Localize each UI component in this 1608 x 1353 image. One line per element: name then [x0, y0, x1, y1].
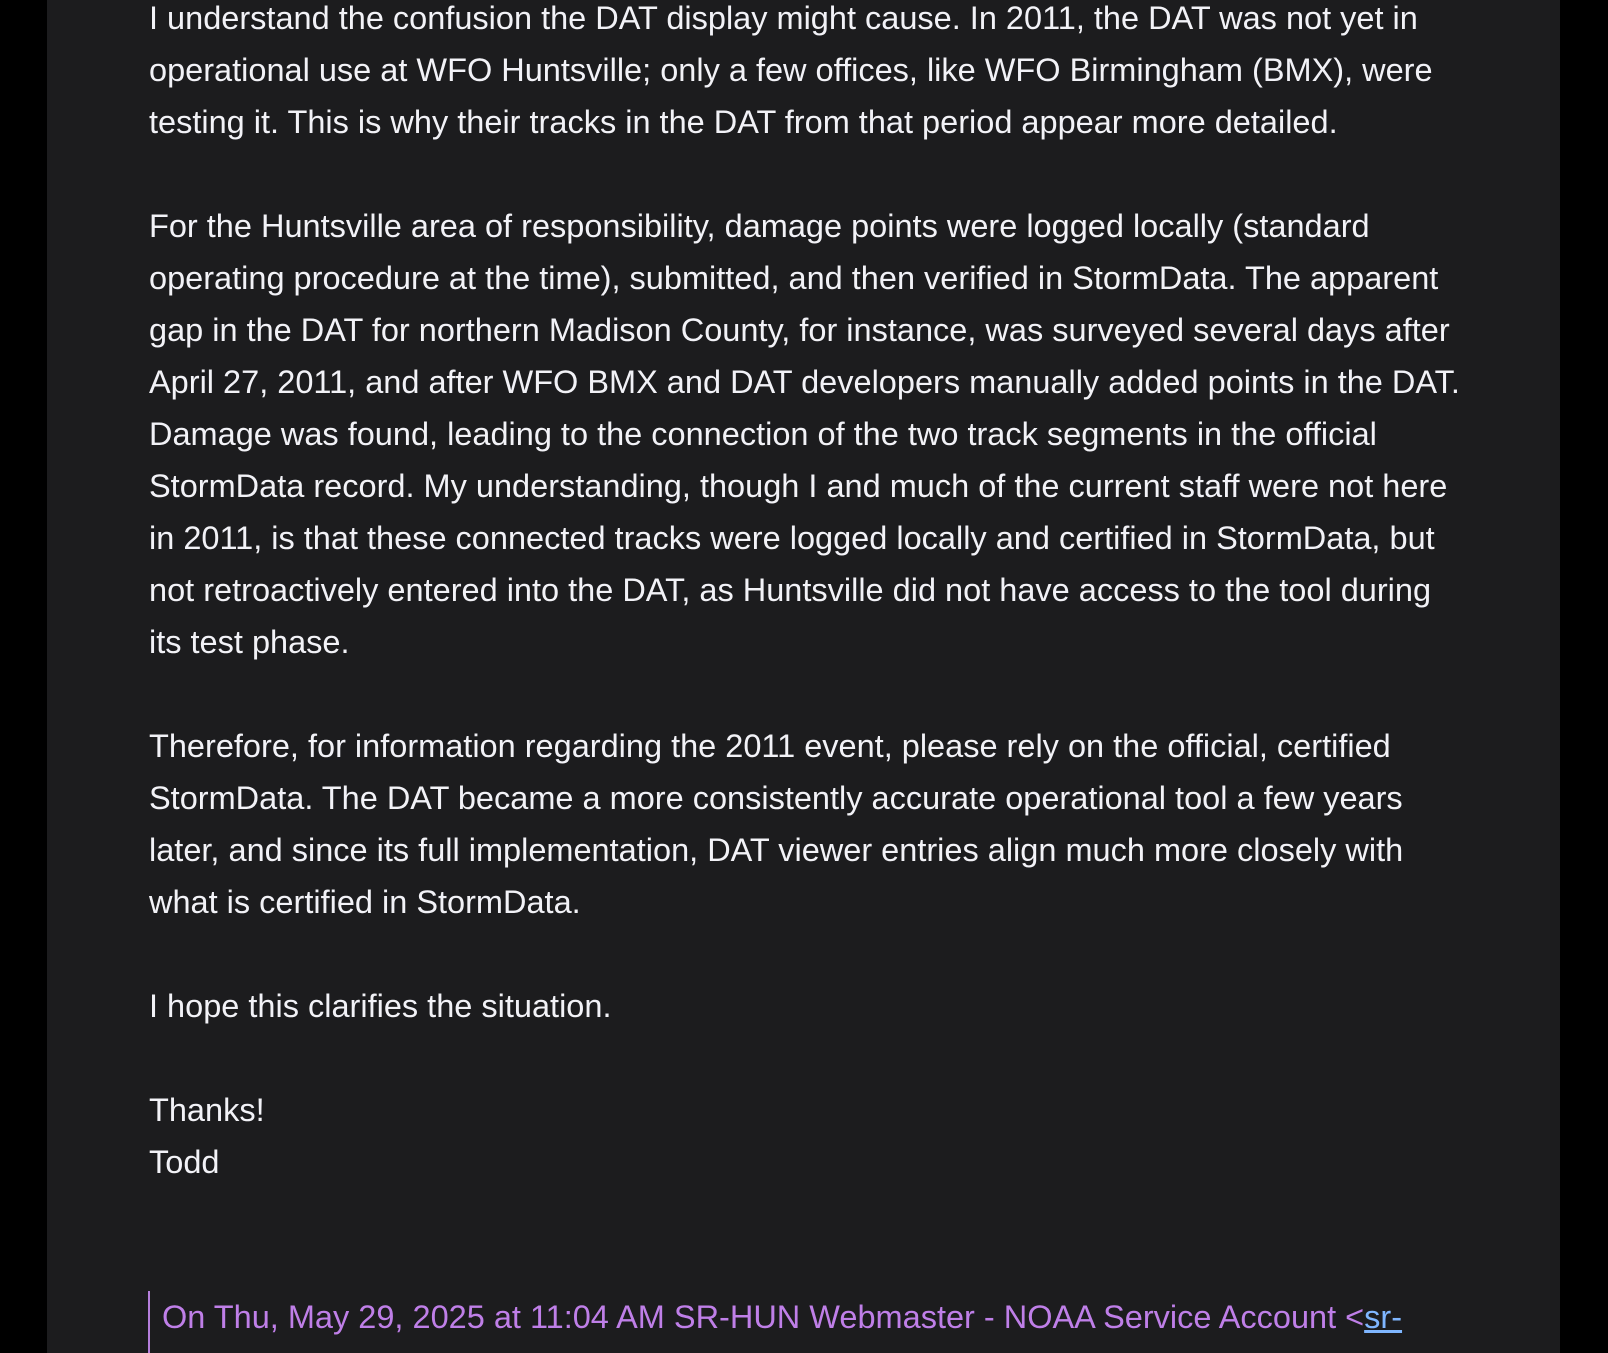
quote-header-text: On Thu, May 29, 2025 at 11:04 AM SR-HUN Webmaster - NOAA Service Account <: [162, 1299, 1365, 1335]
paragraph-therefore: Therefore, for information regarding the 2011 event, please rely on the official, certified StormData. The DAT became a more consistently accurate operational tool a few years later, and since its full implementation, DAT viewer entries align much more closely with what is certified in StormData.: [149, 728, 1413, 920]
quoted-message-header: [148, 1291, 1482, 1353]
paragraph-dat-display: I understand the confusion the DAT display might cause. In 2011, the DAT was not yet in operational use at WFO Huntsville; only a few offices, like WFO Birmingham (BMX), were testing it. This is why their tracks in the DAT from that period appear more detailed.: [149, 0, 1442, 140]
paragraph-hope-clarifies: I hope this clarifies the situation.: [149, 988, 612, 1024]
signature: Todd: [149, 1144, 220, 1180]
paragraph-huntsville-responsibility: For the Huntsville area of responsibility, damage points were logged locally (standard operating procedure at the time), submitted, and then verified in StormData. The apparent gap in the DAT for northern Madison County, for instance, was surveyed several days after April 27, 2011, and after WFO BMX and DAT developers manually added points in the DAT. Damage was found, leading to the connection of the two track segments in the official StormData record. My understanding, though I and much of the current staff were not here in 2011, is that these connected tracks were logged locally and certified in StormData, but not retroactively entered into the DAT, as Huntsville did not have access to the tool during its test phase.: [149, 208, 1469, 660]
sender-email-link[interactable]: sr-: [1364, 1299, 1403, 1335]
email-body: [149, 0, 1469, 1188]
closing-thanks: Thanks!: [149, 1092, 265, 1128]
